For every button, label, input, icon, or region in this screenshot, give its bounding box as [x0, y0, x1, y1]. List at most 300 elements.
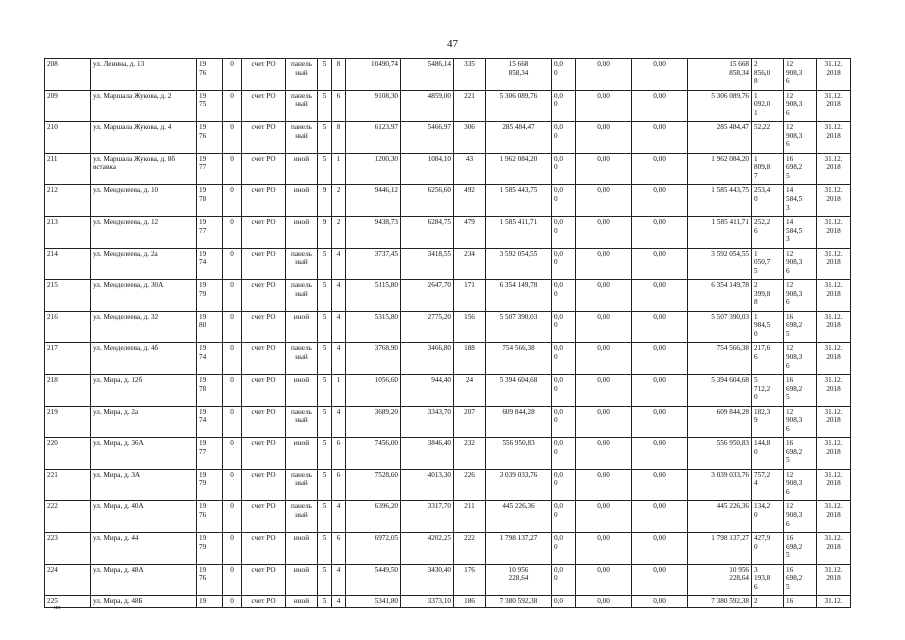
cell-cost-owners: 5 306 089,76 [688, 90, 752, 122]
cell-build-year: 19 77 [197, 438, 223, 470]
cell-entrances: 8 [332, 59, 346, 91]
cell-total-cost: 1 585 443,75 [486, 185, 552, 217]
cell-total-cost: 285 484,47 [486, 122, 552, 154]
cell-entrances: 4 [332, 280, 346, 312]
cell-col-zero: 0 [223, 501, 242, 533]
table-row [45, 596, 851, 608]
cell-total-area: 9446,12 [346, 185, 401, 217]
cell-wall-type: панель ный [286, 90, 318, 122]
cell-living-area: 3466,80 [401, 343, 454, 375]
cell-row-number: 224 [45, 564, 91, 596]
cell-floors: 5 [318, 501, 332, 533]
cell-build-year: 19 79 [197, 469, 223, 501]
cell-floors: 9 [318, 216, 332, 248]
cell-floors: 5 [318, 311, 332, 343]
cell-deadline: 31.12. 2018 [817, 153, 851, 185]
cell-col-zero: 0 [223, 532, 242, 564]
cell-cost-owners: 1 962 084,20 [688, 153, 752, 185]
cell-cost-regional: 0,00 [576, 216, 632, 248]
cell-cost-owners: 15 668 858,34 [688, 59, 752, 91]
cell-fund-method: счет РО [242, 532, 286, 564]
cell-deadline: 31.12. 2018 [817, 122, 851, 154]
cell-cost-owners: 7 380 592,38 [688, 596, 752, 608]
cell-residents: 186 [454, 596, 486, 608]
cell-cost-per-sqm: 3 193,8 6 [752, 564, 784, 596]
cell-col-zero: 0 [223, 596, 242, 608]
cell-total-cost: 1 798 137,27 [486, 532, 552, 564]
cell-total-cost: 754 566,38 [486, 343, 552, 375]
cell-build-year: 19 78 [197, 185, 223, 217]
cell-wall-type: иной [286, 532, 318, 564]
cell-cost-owners: 6 354 149,78 [688, 280, 752, 312]
cell-living-area: 2775,20 [401, 311, 454, 343]
table-row [45, 216, 851, 248]
cell-floors: 5 [318, 469, 332, 501]
table-row [45, 406, 851, 438]
cell-cost-owners: 445 226,36 [688, 501, 752, 533]
cell-row-number: 221 [45, 469, 91, 501]
cell-living-area: 3430,40 [401, 564, 454, 596]
cell-floors: 9 [318, 185, 332, 217]
cell-cost-regional: 0,00 [576, 343, 632, 375]
cell-cost-regional: 0,00 [576, 532, 632, 564]
cell-build-year: 19 76 [197, 501, 223, 533]
cell-wall-type: панель ный [286, 501, 318, 533]
cell-col-zero: 0 [223, 406, 242, 438]
cell-entrances: 6 [332, 90, 346, 122]
cell-total-cost: 556 950,83 [486, 438, 552, 470]
cell-address: ул. Маршала Жукова, д. 8б вставка [91, 153, 197, 185]
cell-cost-local: 0,00 [632, 59, 688, 91]
cell-row-number: 209 [45, 90, 91, 122]
cell-max-cost-per-sqm: 16 698,2 5 [784, 564, 817, 596]
cell-cost-per-sqm: 134,2 0 [752, 501, 784, 533]
cell-deadline: 31.12. 2018 [817, 501, 851, 533]
cell-address: ул. Маршала Жукова, д. 2 [91, 90, 197, 122]
cell-cost-federal: 0,0 0 [552, 406, 576, 438]
cell-residents: 171 [454, 280, 486, 312]
cell-build-year: 19 79 [197, 532, 223, 564]
table-row [45, 185, 851, 217]
cell-entrances: 1 [332, 374, 346, 406]
cell-cost-per-sqm: 2 856,0 8 [752, 59, 784, 91]
cell-cost-federal: 0,0 0 [552, 90, 576, 122]
table-row [45, 469, 851, 501]
cell-entrances: 1 [332, 153, 346, 185]
cell-wall-type: иной [286, 564, 318, 596]
cell-cost-federal: 0,0 0 [552, 280, 576, 312]
cell-max-cost-per-sqm: 14 584,5 3 [784, 216, 817, 248]
cell-cost-regional: 0,00 [576, 438, 632, 470]
cell-max-cost-per-sqm: 12 908,3 6 [784, 406, 817, 438]
cell-fund-method: счет РО [242, 564, 286, 596]
cell-cost-regional: 0,00 [576, 59, 632, 91]
cell-deadline: 31.12. [817, 596, 851, 608]
cell-row-number: 215 [45, 280, 91, 312]
cell-total-cost: 1 962 084,20 [486, 153, 552, 185]
cell-entrances: 4 [332, 596, 346, 608]
cell-wall-type: панель ный [286, 122, 318, 154]
cell-cost-per-sqm: 1 809,8 7 [752, 153, 784, 185]
registry-body [45, 59, 851, 608]
cell-max-cost-per-sqm: 12 908,3 6 [784, 501, 817, 533]
cell-col-zero: 0 [223, 564, 242, 596]
cell-fund-method: счет РО [242, 153, 286, 185]
cell-deadline: 31.12. 2018 [817, 406, 851, 438]
cell-living-area: 3317,70 [401, 501, 454, 533]
cell-total-area: 5115,80 [346, 280, 401, 312]
cell-col-zero: 0 [223, 153, 242, 185]
table-row [45, 438, 851, 470]
cell-floors: 5 [318, 532, 332, 564]
cell-max-cost-per-sqm: 12 908,3 6 [784, 90, 817, 122]
cell-cost-local: 0,00 [632, 532, 688, 564]
cell-address: ул. Мира, д. 40А [91, 501, 197, 533]
cell-cost-owners: 3 039 033,76 [688, 469, 752, 501]
cell-cost-regional: 0,00 [576, 374, 632, 406]
cell-deadline: 31.12. 2018 [817, 59, 851, 91]
cell-cost-per-sqm: 5 712,2 0 [752, 374, 784, 406]
cell-cost-local: 0,00 [632, 280, 688, 312]
cell-cost-per-sqm: 2 399,8 8 [752, 280, 784, 312]
table-row [45, 90, 851, 122]
cell-row-number: 213 [45, 216, 91, 248]
cell-deadline: 31.12. 2018 [817, 280, 851, 312]
cell-wall-type: иной [286, 438, 318, 470]
cell-living-area: 5486,14 [401, 59, 454, 91]
cell-total-cost: 5 507 390,03 [486, 311, 552, 343]
cell-cost-federal: 0,0 0 [552, 59, 576, 91]
cell-total-area: 7456,00 [346, 438, 401, 470]
cell-fund-method: счет РО [242, 343, 286, 375]
footer-mark: нн [54, 605, 61, 611]
cell-total-area: 7528,60 [346, 469, 401, 501]
cell-floors: 5 [318, 343, 332, 375]
table-row [45, 59, 851, 91]
cell-wall-type: панель ный [286, 280, 318, 312]
cell-fund-method: счет РО [242, 469, 286, 501]
cell-row-number: 223 [45, 532, 91, 564]
cell-cost-regional: 0,00 [576, 185, 632, 217]
cell-cost-per-sqm: 1 050,7 5 [752, 248, 784, 280]
cell-entrances: 4 [332, 564, 346, 596]
cell-build-year: 19 77 [197, 153, 223, 185]
cell-cost-owners: 609 844,28 [688, 406, 752, 438]
cell-col-zero: 0 [223, 374, 242, 406]
cell-fund-method: счет РО [242, 438, 286, 470]
cell-col-zero: 0 [223, 185, 242, 217]
cell-residents: 222 [454, 532, 486, 564]
cell-floors: 5 [318, 90, 332, 122]
cell-total-cost: 3 592 054,55 [486, 248, 552, 280]
cell-cost-per-sqm: 144,8 0 [752, 438, 784, 470]
cell-cost-local: 0,00 [632, 343, 688, 375]
cell-total-area: 5449,50 [346, 564, 401, 596]
cell-row-number: 222 [45, 501, 91, 533]
cell-cost-federal: 0,0 0 [552, 501, 576, 533]
table-row [45, 564, 851, 596]
cell-cost-owners: 10 956 228,64 [688, 564, 752, 596]
cell-wall-type: панель ный [286, 406, 318, 438]
cell-cost-per-sqm: 52,22 [752, 122, 784, 154]
cell-residents: 176 [454, 564, 486, 596]
cell-floors: 5 [318, 248, 332, 280]
cell-cost-per-sqm: 253,4 0 [752, 185, 784, 217]
cell-wall-type: иной [286, 374, 318, 406]
cell-cost-regional: 0,00 [576, 311, 632, 343]
cell-living-area: 4202,25 [401, 532, 454, 564]
cell-address: ул. Менделеева, д. 12 [91, 216, 197, 248]
cell-build-year: 19 76 [197, 59, 223, 91]
cell-build-year: 19 [197, 596, 223, 608]
cell-living-area: 4013,30 [401, 469, 454, 501]
cell-cost-owners: 5 507 390,03 [688, 311, 752, 343]
cell-address: ул. Ленина, д. 13 [91, 59, 197, 91]
cell-entrances: 6 [332, 532, 346, 564]
cell-wall-type: панель ный [286, 59, 318, 91]
cell-total-cost: 7 380 592,38 [486, 596, 552, 608]
page-number: 47 [447, 38, 458, 50]
cell-total-area: 5341,80 [346, 596, 401, 608]
cell-build-year: 19 74 [197, 343, 223, 375]
cell-address: ул. Менделеева, д. 10 [91, 185, 197, 217]
cell-build-year: 19 75 [197, 90, 223, 122]
cell-cost-federal: 0,0 0 [552, 311, 576, 343]
table-row [45, 248, 851, 280]
cell-residents: 207 [454, 406, 486, 438]
cell-residents: 43 [454, 153, 486, 185]
cell-cost-per-sqm: 427,9 0 [752, 532, 784, 564]
cell-cost-federal: 0,0 0 [552, 532, 576, 564]
cell-entrances: 8 [332, 122, 346, 154]
cell-total-area: 3737,45 [346, 248, 401, 280]
cell-total-area: 6972,05 [346, 532, 401, 564]
cell-deadline: 31.12. 2018 [817, 343, 851, 375]
cell-total-cost: 3 039 033,76 [486, 469, 552, 501]
cell-address: ул. Мира, д. 2а [91, 406, 197, 438]
cell-cost-federal: 0,0 0 [552, 343, 576, 375]
cell-wall-type: иной [286, 311, 318, 343]
cell-residents: 306 [454, 122, 486, 154]
cell-living-area: 5466,97 [401, 122, 454, 154]
cell-build-year: 19 79 [197, 280, 223, 312]
cell-build-year: 19 78 [197, 374, 223, 406]
cell-address: ул. Мира, д. 44 [91, 532, 197, 564]
cell-row-number: 218 [45, 374, 91, 406]
cell-cost-owners: 556 950,83 [688, 438, 752, 470]
cell-row-number: 211 [45, 153, 91, 185]
cell-cost-regional: 0,00 [576, 469, 632, 501]
cell-fund-method: счет РО [242, 406, 286, 438]
cell-cost-local: 0,00 [632, 564, 688, 596]
cell-total-cost: 5 394 604,68 [486, 374, 552, 406]
cell-deadline: 31.12. 2018 [817, 248, 851, 280]
cell-wall-type: иной [286, 596, 318, 608]
cell-cost-federal: 0,0 0 [552, 153, 576, 185]
cell-entrances: 2 [332, 216, 346, 248]
table-row [45, 153, 851, 185]
cell-fund-method: счет РО [242, 501, 286, 533]
cell-cost-regional: 0,00 [576, 564, 632, 596]
cell-living-area: 3343,70 [401, 406, 454, 438]
cell-living-area: 4859,00 [401, 90, 454, 122]
table-row [45, 343, 851, 375]
cell-cost-federal: 0,0 0 [552, 469, 576, 501]
cell-living-area: 944,40 [401, 374, 454, 406]
cell-residents: 156 [454, 311, 486, 343]
cell-row-number: 214 [45, 248, 91, 280]
cell-cost-owners: 1 585 411,71 [688, 216, 752, 248]
cell-residents: 188 [454, 343, 486, 375]
cell-wall-type: панель ный [286, 248, 318, 280]
cell-fund-method: счет РО [242, 374, 286, 406]
cell-fund-method: счет РО [242, 59, 286, 91]
cell-cost-per-sqm: 2 [752, 596, 784, 608]
cell-floors: 5 [318, 153, 332, 185]
cell-wall-type: панель ный [286, 469, 318, 501]
cell-total-cost: 1 585 411,71 [486, 216, 552, 248]
cell-address: ул. Мира, д. 48Б [91, 596, 197, 608]
cell-col-zero: 0 [223, 216, 242, 248]
table-row [45, 122, 851, 154]
cell-col-zero: 0 [223, 248, 242, 280]
cell-cost-local: 0,00 [632, 185, 688, 217]
cell-cost-federal: 0,0 0 [552, 216, 576, 248]
cell-total-area: 9438,73 [346, 216, 401, 248]
cell-total-cost: 6 354 149,78 [486, 280, 552, 312]
cell-living-area: 3418,55 [401, 248, 454, 280]
cell-build-year: 19 74 [197, 406, 223, 438]
cell-cost-federal: 0,0 0 [552, 248, 576, 280]
table-row [45, 374, 851, 406]
cell-max-cost-per-sqm: 12 908,3 6 [784, 280, 817, 312]
cell-cost-owners: 3 592 054,55 [688, 248, 752, 280]
cell-fund-method: счет РО [242, 280, 286, 312]
cell-entrances: 2 [332, 185, 346, 217]
cell-cost-local: 0,00 [632, 122, 688, 154]
cell-deadline: 31.12. 2018 [817, 374, 851, 406]
cell-cost-per-sqm: 1 092,0 1 [752, 90, 784, 122]
table-row [45, 532, 851, 564]
table-row [45, 501, 851, 533]
cell-cost-owners: 5 394 604,68 [688, 374, 752, 406]
cell-living-area: 2647,70 [401, 280, 454, 312]
cell-cost-regional: 0,00 [576, 90, 632, 122]
cell-fund-method: счет РО [242, 185, 286, 217]
cell-cost-federal: 0,0 0 [552, 374, 576, 406]
cell-col-zero: 0 [223, 438, 242, 470]
cell-total-area: 1200,30 [346, 153, 401, 185]
cell-address: ул. Мира, д. 12б [91, 374, 197, 406]
cell-fund-method: счет РО [242, 596, 286, 608]
cell-cost-per-sqm: 1 984,5 0 [752, 311, 784, 343]
cell-address: ул. Маршала Жукова, д. 4 [91, 122, 197, 154]
cell-entrances: 4 [332, 406, 346, 438]
cell-cost-regional: 0,00 [576, 248, 632, 280]
cell-address: ул. Менделеева, д. 2а [91, 248, 197, 280]
cell-col-zero: 0 [223, 469, 242, 501]
cell-col-zero: 0 [223, 59, 242, 91]
cell-deadline: 31.12. 2018 [817, 90, 851, 122]
cell-total-area: 6123,97 [346, 122, 401, 154]
cell-floors: 5 [318, 280, 332, 312]
cell-residents: 234 [454, 248, 486, 280]
cell-total-cost: 10 956 228,64 [486, 564, 552, 596]
cell-total-area: 6396,20 [346, 501, 401, 533]
cell-cost-local: 0,00 [632, 311, 688, 343]
cell-cost-per-sqm: 217,6 6 [752, 343, 784, 375]
cell-max-cost-per-sqm: 12 908,3 6 [784, 59, 817, 91]
cell-fund-method: счет РО [242, 248, 286, 280]
cell-cost-regional: 0,00 [576, 153, 632, 185]
cell-cost-local: 0,00 [632, 469, 688, 501]
table-row [45, 311, 851, 343]
cell-residents: 24 [454, 374, 486, 406]
cell-cost-federal: 0,0 0 [552, 185, 576, 217]
cell-cost-regional: 0,00 [576, 122, 632, 154]
cell-build-year: 19 76 [197, 122, 223, 154]
cell-wall-type: иной [286, 216, 318, 248]
cell-floors: 5 [318, 406, 332, 438]
cell-deadline: 31.12. 2018 [817, 185, 851, 217]
cell-max-cost-per-sqm: 16 698,2 5 [784, 374, 817, 406]
cell-cost-local: 0,00 [632, 374, 688, 406]
cell-build-year: 19 74 [197, 248, 223, 280]
cell-max-cost-per-sqm: 12 908,3 6 [784, 248, 817, 280]
cell-cost-local: 0,00 [632, 248, 688, 280]
cell-cost-per-sqm: 252,2 6 [752, 216, 784, 248]
cell-row-number: 225 [45, 596, 91, 608]
cell-wall-type: иной [286, 153, 318, 185]
cell-entrances: 6 [332, 438, 346, 470]
cell-residents: 211 [454, 501, 486, 533]
cell-residents: 492 [454, 185, 486, 217]
cell-floors: 5 [318, 122, 332, 154]
cell-total-cost: 15 668 858,34 [486, 59, 552, 91]
cell-build-year: 19 77 [197, 216, 223, 248]
cell-total-area: 1056,60 [346, 374, 401, 406]
cell-fund-method: счет РО [242, 90, 286, 122]
cell-wall-type: панель ный [286, 343, 318, 375]
table-row [45, 280, 851, 312]
cell-cost-owners: 285 484,47 [688, 122, 752, 154]
cell-total-area: 3689,20 [346, 406, 401, 438]
cell-deadline: 31.12. 2018 [817, 469, 851, 501]
cell-col-zero: 0 [223, 280, 242, 312]
cell-cost-regional: 0,00 [576, 501, 632, 533]
cell-address: ул. Мира, д. 36А [91, 438, 197, 470]
cell-max-cost-per-sqm: 12 908,3 6 [784, 122, 817, 154]
cell-deadline: 31.12. 2018 [817, 438, 851, 470]
cell-address: ул. Мира, д. 3А [91, 469, 197, 501]
cell-row-number: 208 [45, 59, 91, 91]
cell-col-zero: 0 [223, 343, 242, 375]
cell-cost-federal: 0,0 0 [552, 438, 576, 470]
cell-row-number: 212 [45, 185, 91, 217]
cell-row-number: 219 [45, 406, 91, 438]
cell-cost-local: 0,00 [632, 153, 688, 185]
cell-residents: 226 [454, 469, 486, 501]
cell-col-zero: 0 [223, 311, 242, 343]
cell-living-area: 6256,60 [401, 185, 454, 217]
cell-cost-per-sqm: 182,3 9 [752, 406, 784, 438]
cell-cost-regional: 0,00 [576, 596, 632, 608]
cell-entrances: 4 [332, 343, 346, 375]
cell-floors: 5 [318, 596, 332, 608]
cell-cost-local: 0,00 [632, 406, 688, 438]
cell-max-cost-per-sqm: 16 698,2 5 [784, 153, 817, 185]
cell-cost-owners: 754 566,38 [688, 343, 752, 375]
